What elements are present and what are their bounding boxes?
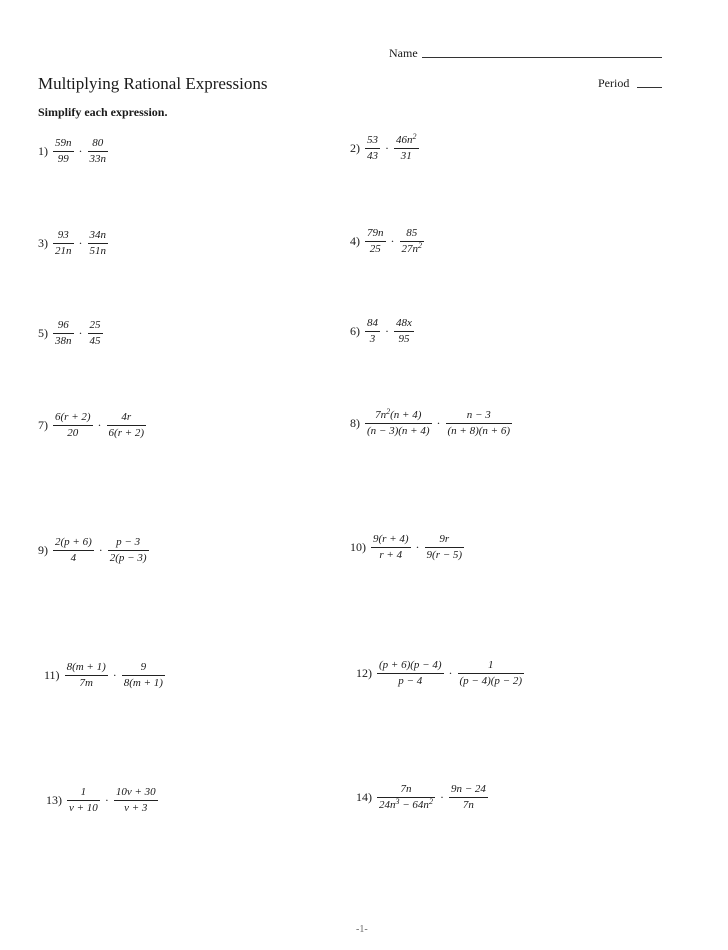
- fraction-1: [377, 782, 435, 813]
- fraction-2: [394, 133, 419, 164]
- name-blank-line: [422, 57, 662, 58]
- problem-number: 7): [38, 418, 48, 432]
- exponent: 2: [412, 132, 417, 141]
- numerator: 2(p + 6): [55, 536, 92, 548]
- denominator: r + 4: [379, 549, 403, 561]
- numerator: 4r: [121, 411, 132, 423]
- numerator: (p + 6)(p − 4): [379, 659, 442, 671]
- fraction-1: [53, 535, 94, 566]
- denominator: 8(m + 1): [123, 677, 163, 689]
- numerator: 79n: [367, 227, 384, 239]
- problem-number: 13): [46, 793, 62, 807]
- fraction-2: [122, 660, 165, 691]
- denominator: (n + 8)(n + 6): [447, 425, 510, 437]
- denominator: 95: [398, 333, 410, 345]
- fraction-1: [53, 228, 74, 259]
- fraction-1: [53, 318, 74, 349]
- multiply-dot: ·: [78, 236, 83, 250]
- problem-4: [350, 226, 426, 257]
- fraction-1: [53, 410, 93, 441]
- numerator: 9: [140, 661, 147, 673]
- period-blank-line: [637, 87, 662, 88]
- denominator: 99: [57, 153, 69, 165]
- denominator: 7n: [462, 799, 474, 811]
- exponent: 2: [428, 797, 433, 806]
- problem-1: [38, 136, 110, 167]
- multiply-dot: ·: [78, 326, 83, 340]
- problem-number: 5): [38, 326, 48, 340]
- multiply-dot: ·: [98, 543, 103, 557]
- denominator: [377, 798, 435, 813]
- fraction-1: [365, 408, 432, 439]
- multiply-dot: ·: [448, 666, 453, 680]
- problem-11: [44, 660, 167, 691]
- denominator: (n − 3)(n + 4): [367, 425, 430, 437]
- problem-7: [38, 410, 148, 441]
- denominator: 2(p − 3): [109, 552, 147, 564]
- fraction-2: [88, 136, 109, 167]
- problem-2: [350, 133, 421, 164]
- numerator: 9n − 24: [450, 783, 486, 795]
- denominator: 4: [70, 552, 77, 564]
- page-number: -1-: [356, 924, 368, 935]
- numerator: [394, 133, 419, 148]
- denominator: p − 4: [398, 675, 423, 687]
- numerator: 85: [406, 227, 418, 239]
- fraction-2: [449, 782, 488, 813]
- fraction-2: [88, 318, 103, 349]
- name-label: Name: [389, 46, 418, 60]
- numerator: 6(r + 2): [55, 411, 91, 423]
- denominator: 51n: [89, 245, 106, 257]
- multiply-dot: ·: [104, 793, 109, 807]
- problem-14: [356, 782, 490, 813]
- denominator: 9(r − 5): [426, 549, 463, 561]
- problem-number: 3): [38, 236, 48, 250]
- numerator-base: 46n: [396, 134, 413, 146]
- fraction-2: [114, 785, 158, 816]
- problem-number: 6): [350, 324, 360, 338]
- multiply-dot: ·: [390, 234, 395, 248]
- numerator-factor: (n + 4): [390, 409, 422, 421]
- fraction-1: [377, 658, 444, 689]
- fraction-2: [425, 532, 465, 563]
- numerator: 10v + 30: [115, 786, 156, 798]
- problem-number: 12): [356, 666, 372, 680]
- problem-13: [46, 785, 160, 816]
- worksheet-title: Multiplying Rational Expressions: [38, 74, 268, 93]
- numerator: 1: [488, 659, 494, 671]
- fraction-1: [365, 226, 386, 257]
- multiply-dot: ·: [415, 540, 420, 554]
- problem-5: [38, 318, 105, 349]
- numerator: 59n: [55, 137, 72, 149]
- denominator: [400, 242, 425, 257]
- numerator-base: 7n: [375, 409, 387, 421]
- numerator: 8(m + 1): [66, 661, 106, 673]
- problem-10: [350, 532, 466, 563]
- denominator: v + 10: [69, 802, 98, 814]
- exponent: 2: [418, 241, 422, 250]
- fraction-1: [365, 133, 380, 164]
- denominator: 43: [367, 150, 378, 162]
- numerator: 96: [57, 319, 69, 331]
- exponent: 3: [395, 797, 400, 806]
- problem-12: [356, 658, 526, 689]
- fraction-2: [108, 535, 149, 566]
- numerator: p − 3: [116, 536, 141, 548]
- fraction-1: [65, 660, 108, 691]
- problem-number: 1): [38, 144, 48, 158]
- fraction-2: [88, 228, 109, 259]
- multiply-dot: ·: [439, 790, 444, 804]
- fraction-2: [400, 226, 425, 257]
- fraction-2: [458, 658, 525, 689]
- fraction-1: [67, 785, 100, 816]
- problem-number: 11): [44, 668, 60, 682]
- fraction-2: [446, 408, 513, 439]
- problem-number: 4): [350, 234, 360, 248]
- multiply-dot: ·: [78, 144, 83, 158]
- problem-3: [38, 228, 110, 259]
- denominator: 25: [369, 243, 381, 255]
- multiply-dot: ·: [436, 416, 441, 430]
- numerator: 93: [57, 229, 69, 241]
- problem-9: [38, 535, 151, 566]
- multiply-dot: ·: [97, 418, 102, 432]
- problem-number: 8): [350, 416, 360, 430]
- instructions: Simplify each expression.: [38, 105, 168, 119]
- fraction-1: [53, 136, 74, 167]
- denominator: 3: [369, 333, 376, 345]
- fraction-1: [371, 532, 411, 563]
- exponent: 2: [386, 407, 391, 416]
- numerator: 7n: [400, 783, 412, 795]
- period-label: Period: [598, 76, 630, 90]
- denominator: v + 3: [124, 802, 148, 814]
- multiply-dot: ·: [385, 324, 389, 338]
- problem-8: [350, 408, 514, 439]
- denominator: 7m: [79, 677, 93, 689]
- fraction-2: [394, 316, 414, 347]
- problem-6: [350, 316, 416, 347]
- numerator: 48x: [396, 317, 412, 329]
- denominator-term: − 64n: [399, 799, 429, 811]
- multiply-dot: ·: [112, 668, 117, 682]
- denominator: 21n: [55, 245, 72, 257]
- problem-number: 9): [38, 543, 48, 557]
- numerator: 84: [367, 317, 378, 329]
- numerator: [373, 408, 423, 423]
- numerator: 25: [89, 319, 101, 331]
- denominator-term: 24n: [379, 799, 396, 811]
- denominator: 45: [89, 335, 101, 347]
- numerator: 1: [80, 786, 87, 798]
- denominator: 20: [67, 427, 79, 439]
- fraction-1: [365, 316, 380, 347]
- numerator: 80: [92, 137, 104, 149]
- problem-number: 14): [356, 790, 372, 804]
- numerator: n − 3: [466, 409, 491, 421]
- problem-number: 2): [350, 141, 360, 155]
- numerator: 34n: [89, 229, 106, 241]
- multiply-dot: ·: [385, 141, 389, 155]
- numerator: 53: [367, 134, 378, 146]
- denominator: 33n: [89, 153, 106, 165]
- denominator: 6(r + 2): [108, 427, 145, 439]
- numerator: 9(r + 4): [373, 533, 409, 545]
- denominator: (p − 4)(p − 2): [459, 675, 522, 687]
- problem-number: 10): [350, 540, 366, 554]
- numerator: 9r: [439, 533, 450, 545]
- denominator-base: 27n: [401, 243, 418, 255]
- denominator: 38n: [55, 335, 72, 347]
- fraction-2: [107, 410, 147, 441]
- denominator: 31: [400, 150, 412, 162]
